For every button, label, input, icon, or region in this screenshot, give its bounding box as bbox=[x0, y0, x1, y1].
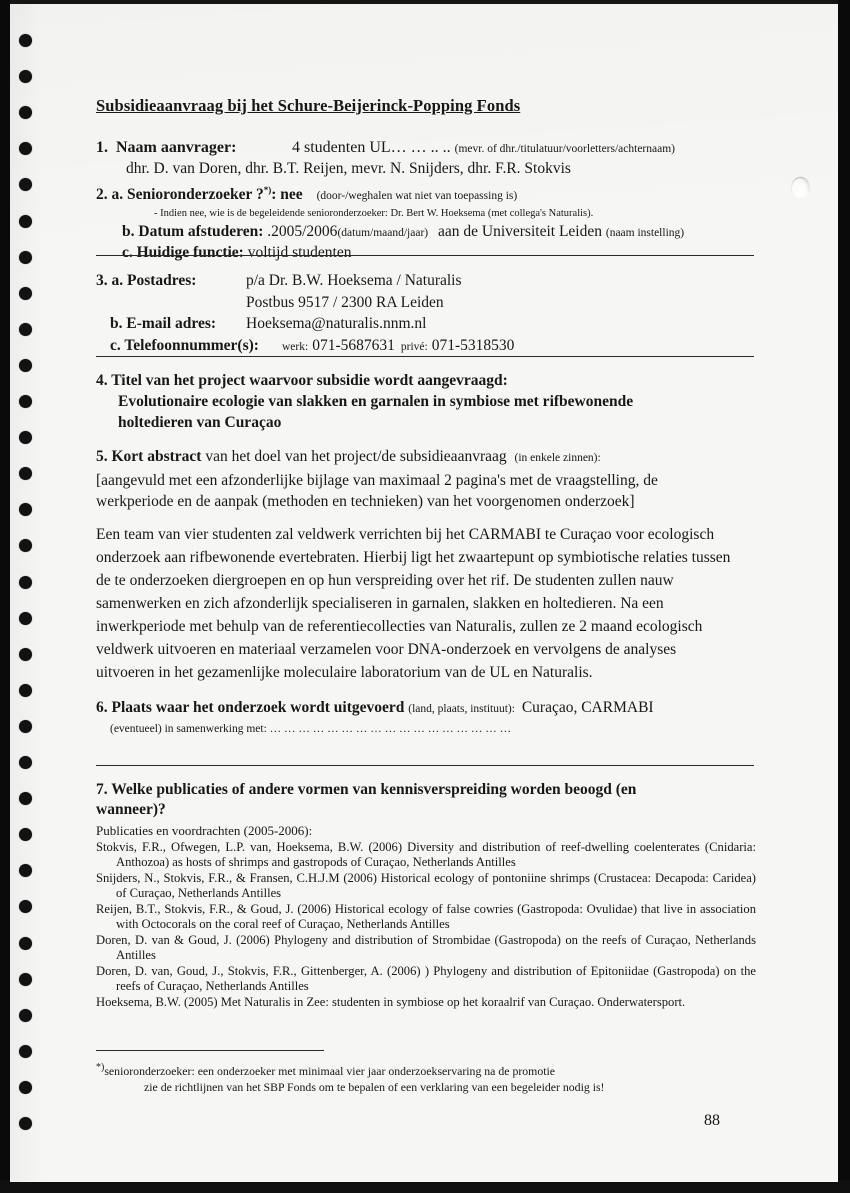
binding-hole bbox=[19, 973, 32, 986]
section-1-label: 1. Naam aanvrager: bbox=[96, 139, 237, 156]
page-title: Subsidieaanvraag bij het Schure-Beijerinck-Popping Fonds bbox=[96, 96, 521, 115]
scan-edge-left bbox=[0, 0, 10, 1193]
section-1-applicants: dhr. D. van Doren, dhr. B.T. Reijen, mevr. N. Snijders, dhr. F.R. Stokvis bbox=[126, 160, 571, 177]
section-2a-value: : nee bbox=[271, 186, 303, 204]
binding-hole bbox=[19, 431, 32, 444]
reference-text: Snijders, N., Stokvis, F.R., & Fransen, C.H.J.M (2006) Historical ecology of pontoniine shrimps (Crustacea: Decapoda: Caridea) of Curaçao, Netherlands Antilles bbox=[96, 870, 756, 901]
section-2b-value: .2005/2006 bbox=[267, 223, 338, 241]
section-5-abstract-heading bbox=[96, 446, 756, 513]
reference-entry bbox=[96, 871, 756, 901]
binding-hole bbox=[19, 34, 32, 47]
section-3c-private-number: 071-5318530 bbox=[431, 336, 515, 354]
section-3c-work-number: 071-5687631 bbox=[312, 336, 395, 354]
reference-text: Hoeksema, B.W. (2005) Met Naturalis in Zee: studenten in symbiose op het koraalrif van Curaçao. Onderwatersport. bbox=[96, 994, 686, 1009]
section-2a-hint: (door-/weghalen wat niet van toepassing is) bbox=[316, 190, 518, 203]
section-3a-row-2 bbox=[96, 292, 758, 314]
section-3c-work-hint: werk: bbox=[282, 340, 309, 353]
reference-text: Stokvis, F.R., Ofwegen, L.P. van, Hoeksema, B.W. (2006) Diversity and distribution of reef-dwelling coelenterates (Cnidaria: Anthozoa) as hosts of shrimps and gastropods of Curaçao, Netherlands Antilles bbox=[96, 840, 756, 870]
scan-edge-right bbox=[838, 0, 850, 1193]
section-2a-label: 2. a. Senioronderzoeker ? bbox=[96, 186, 264, 204]
binding-hole bbox=[19, 648, 32, 661]
section-3c-private-hint: privé: bbox=[400, 340, 428, 353]
binding-hole bbox=[19, 756, 32, 769]
reference-entry bbox=[96, 995, 756, 1010]
binding-hole bbox=[19, 215, 32, 228]
section-7-publications bbox=[96, 780, 756, 1010]
section-7-heading-line-2: wanneer)? bbox=[96, 801, 166, 818]
section-3b-label: b. E-mail adres: bbox=[110, 315, 217, 332]
footnote-block bbox=[96, 1060, 756, 1095]
section-2b-row bbox=[96, 222, 758, 243]
section-5-hint: (in enkele zinnen): bbox=[514, 452, 601, 464]
section-3b-email: Hoeksema@naturalis.nnm.nl bbox=[246, 315, 427, 332]
section-2b-institution-hint: (naam instelling) bbox=[605, 227, 685, 240]
footnote-marker: *) bbox=[96, 1062, 105, 1073]
section-2c-label: c. Huidige functie: bbox=[122, 244, 244, 262]
binding-hole bbox=[19, 612, 32, 625]
section-2a-footnote-marker: *) bbox=[263, 185, 272, 195]
section-5-rest: van het doel van het project/de subsidieaanvraag bbox=[201, 448, 507, 465]
binding-hole bbox=[19, 1045, 32, 1058]
footnote-text-1: senioronderzoeker: een onderzoeker met minimaal vier jaar onderzoekservaring na de promotie bbox=[104, 1063, 556, 1078]
binding-hole bbox=[19, 287, 32, 300]
section-6-heading-row bbox=[96, 698, 758, 719]
binding-hole bbox=[19, 70, 32, 83]
section-4-project-title bbox=[96, 370, 758, 433]
section-6-collab-label: (eventueel) in samenwerking met: bbox=[110, 723, 267, 735]
binding-hole bbox=[19, 937, 32, 950]
section-2b-hint: (datum/maand/jaar) bbox=[337, 227, 429, 240]
section-3c-label: c. Telefoonnummer(s): bbox=[110, 336, 259, 354]
page-curl-artifact bbox=[792, 178, 809, 198]
section-4-heading: 4. Titel van het project waarvoor subsidie wordt aangevraagd: bbox=[96, 372, 508, 389]
reference-list bbox=[96, 840, 756, 1010]
binding-hole bbox=[19, 395, 32, 408]
reference-text: Doren, D. van, Goud, J., Stokvis, F.R., Gittenberger, A. (2006) ) Phylogeny and distribution of Epitoniidae (Gastropoda) on the reefs of Curaçao, Netherlands Antilles bbox=[96, 963, 756, 993]
divider-3 bbox=[96, 765, 754, 766]
reference-entry bbox=[96, 933, 756, 963]
section-6-value: Curaçao, CARMABI bbox=[521, 699, 654, 716]
footnote-line-2: zie de richtlijnen van het SBP Fonds om te bepalen of een verklaring van een begeleider nodig is! bbox=[144, 1079, 605, 1094]
section-1-name-row bbox=[96, 138, 758, 159]
section-4-title-line-1: Evolutionaire ecologie van slakken en garnalen in symbiose met rifbewonende bbox=[118, 393, 634, 410]
section-3b-row bbox=[96, 313, 758, 335]
abstract-paragraph: Een team van vier studenten zal veldwerk verrichten bij het CARMABI te Curaçao voor ecologisch onderzoek aan rifbewonende evertebraten. Hierbij ligt het zwaartepunt op symbiotische relaties tussen de te onderzoeken diergroepen en op hun verspreiding over het rif. De studenten zullen nauw samenwerken en zich afzonderlijk specialiseren in garnalen, slakken en holtedieren. Na een inwerkperiode met behulp van de referentiecollecties van Naturalis, zullen ze 2 maand ecologisch veldwerk uitvoeren en materiaal verzamelen voor DNA-onderzoek en vervolgens de analyses uitvoeren in het gezamenlijke moleculaire laboratorium van de UL en Naturalis. bbox=[96, 526, 731, 681]
section-6-heading: 6. Plaats waar het onderzoek wordt uitgevoerd bbox=[96, 699, 405, 716]
section-5-bracket-line-1: [aangevuld met een afzonderlijke bijlage van maximaal 2 pagina's met de vraagstelling, de bbox=[96, 471, 658, 489]
binding-hole bbox=[19, 251, 32, 264]
binding-hole bbox=[19, 792, 32, 805]
section-2b-label: b. Datum afstuderen: bbox=[122, 223, 264, 241]
binding-hole bbox=[19, 323, 32, 336]
binding-hole bbox=[19, 1117, 32, 1130]
binding-hole bbox=[19, 1081, 32, 1094]
section-2b-institution: aan de Universiteit Leiden bbox=[438, 223, 602, 241]
binding-hole bbox=[19, 1009, 32, 1022]
divider-2 bbox=[96, 356, 754, 357]
reference-entry bbox=[96, 902, 756, 932]
section-5-bold-lead: Kort abstract bbox=[111, 448, 202, 465]
binding-hole bbox=[19, 720, 32, 733]
section-2c-row bbox=[96, 243, 758, 263]
section-2c-value: voltijd studenten bbox=[247, 244, 352, 262]
section-5-heading-row bbox=[96, 446, 756, 470]
section-3a-label: 3. a. Postadres: bbox=[96, 272, 197, 289]
section-6-hint: (land, plaats, instituut): bbox=[408, 703, 515, 715]
section-6-collab-row bbox=[96, 719, 758, 739]
section-3-contact bbox=[96, 270, 758, 358]
section-2a-row bbox=[96, 180, 758, 206]
section-4-title-line-2: holtedieren van Curaçao bbox=[118, 414, 282, 431]
section-5-number: 5. bbox=[96, 448, 108, 465]
binding-hole bbox=[19, 576, 32, 589]
page-number: 88 bbox=[704, 1112, 720, 1129]
section-3a-row bbox=[96, 270, 758, 292]
reference-text: Reijen, B.T., Stokvis, F.R., & Goud, J. (2006) Historical ecology of false cowries (Gastropoda: Ovulidae) that live in association with Octocorals on the coral reef of Curaçao, Netherlands Antilles bbox=[96, 901, 756, 932]
footnote-line-1 bbox=[96, 1060, 756, 1079]
section-5-bracket-line-2: werkperiode en de aanpak (methoden en technieken) van het voorgenomen onderzoek] bbox=[96, 493, 635, 510]
reference-text: Doren, D. van & Goud, J. (2006) Phylogeny and distribution of Strombidae (Gastropoda) on the reefs of Curaçao, Netherlands Antilles bbox=[96, 932, 756, 962]
section-3a-address-line-1: p/a Dr. B.W. Hoeksema / Naturalis bbox=[246, 272, 462, 289]
reference-entry bbox=[96, 840, 756, 870]
footnote-divider bbox=[96, 1050, 324, 1051]
section-3c-row bbox=[96, 335, 758, 359]
section-7-publications-header: Publicaties en voordrachten (2005-2006): bbox=[96, 823, 313, 838]
divider-1 bbox=[96, 255, 754, 256]
section-2a-note: - Indien nee, wie is de begeleidende senioronderzoeker: Dr. Bert W. Hoeksema (met collega's Naturalis). bbox=[154, 208, 594, 220]
section-1-hint: (mevr. of dhr./titulatuur/voorletters/achternaam) bbox=[454, 143, 675, 155]
section-7-heading-line-1: 7. Welke publicaties of andere vormen van kennisverspreiding worden beoogd (en bbox=[96, 781, 637, 798]
reference-entry bbox=[96, 964, 756, 994]
section-3a-address-line-2: Postbus 9517 / 2300 RA Leiden bbox=[246, 293, 444, 311]
section-6-location bbox=[96, 698, 758, 739]
section-1-and-2 bbox=[96, 138, 758, 263]
section-1-value: 4 studenten UL… … .. .. bbox=[292, 139, 451, 156]
binding-hole bbox=[19, 684, 32, 697]
section-6-collab-dots: … … … … … … … … … … … … … … … … … bbox=[269, 723, 512, 735]
binding-hole bbox=[19, 359, 32, 372]
